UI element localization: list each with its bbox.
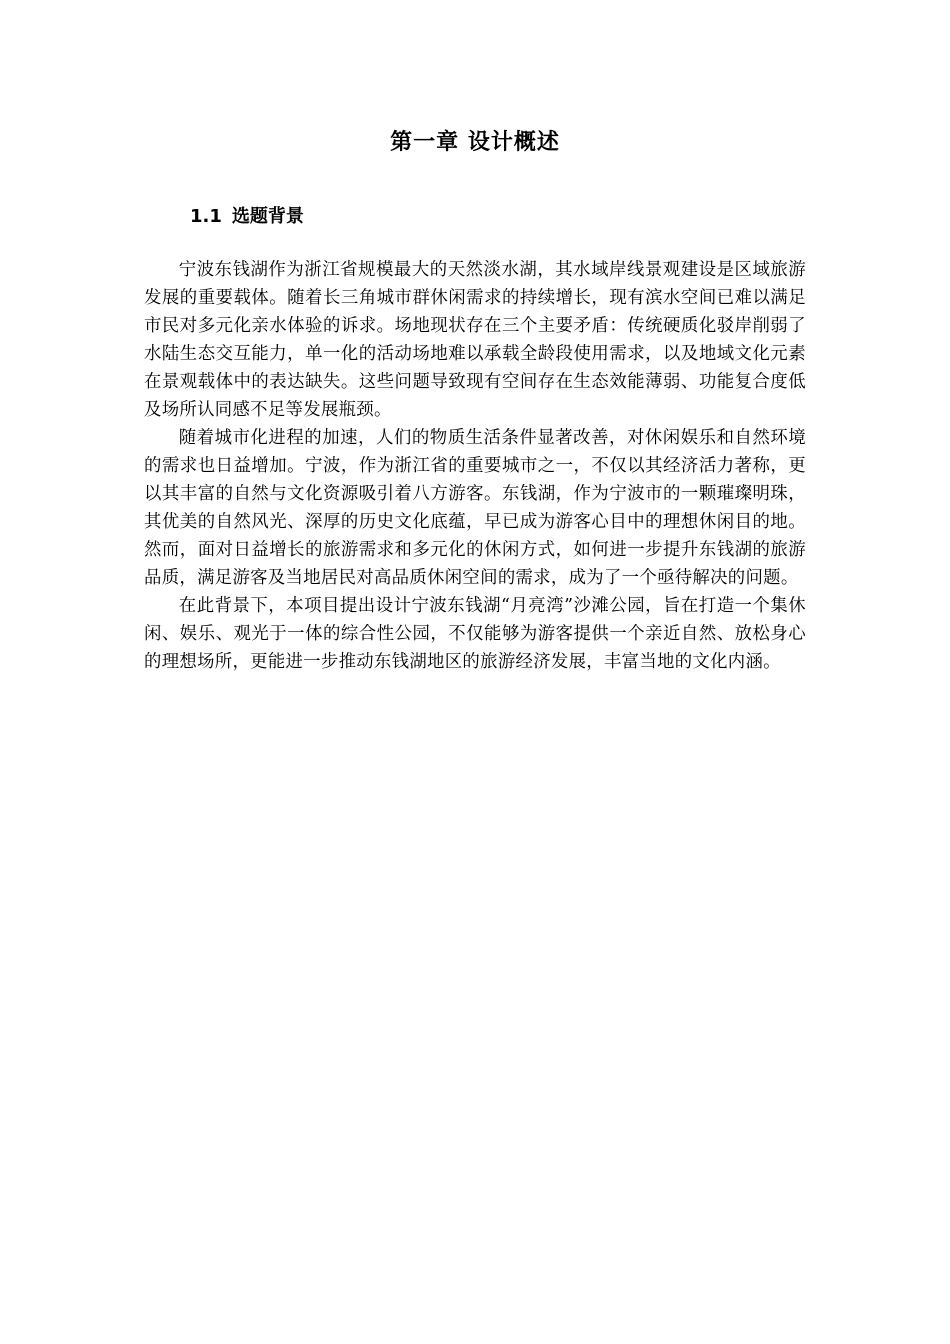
section-number: 1.1 <box>190 206 222 227</box>
paragraph: 在此背景下，本项目提出设计宁波东钱湖“月亮湾”沙滩公园，旨在打造一个集休闲、娱乐、观光于一体的综合性公园，不仅能够为游客提供一个亲近自然、放松身心的理想场所，更能进一步推动东钱湖地区的旅游经济发展，丰富当地的文化内涵。 <box>144 596 806 672</box>
section-heading <box>190 202 304 232</box>
body-text <box>144 256 806 676</box>
section-title: 选题背景 <box>231 206 304 227</box>
paragraph: 随着城市化进程的加速，人们的物质生活条件显著改善，对休闲娱乐和自然环境的需求也日益增加。宁波，作为浙江省的重要城市之一，不仅以其经济活力著称，更以其丰富的自然与文化资源吸引着八方游客。东钱湖，作为宁波市的一颗璀璨明珠，其优美的自然风光、深厚的历史文化底蕴，早已成为游客心目中的理想休闲目的地。然而，面对日益增长的旅游需求和多元化的休闲方式，如何进一步提升东钱湖的旅游品质，满足游客及当地居民对高品质休闲空间的需求，成为了一个亟待解决的问题。 <box>144 428 806 588</box>
chapter-title: 第一章 设计概述 <box>390 130 560 155</box>
paragraph: 宁波东钱湖作为浙江省规模最大的天然淡水湖，其水域岸线景观建设是区域旅游发展的重要载体。随着长三角城市群休闲需求的持续增长，现有滨水空间已难以满足市民对多元化亲水体验的诉求。场地现状存在三个主要矛盾：传统硬质化驳岸削弱了水陆生态交互能力，单一化的活动场地难以承载全龄段使用需求，以及地域文化元素在景观载体中的表达缺失。这些问题导致现有空间存在生态效能薄弱、功能复合度低及场所认同感不足等发展瓶颈。 <box>144 260 806 420</box>
